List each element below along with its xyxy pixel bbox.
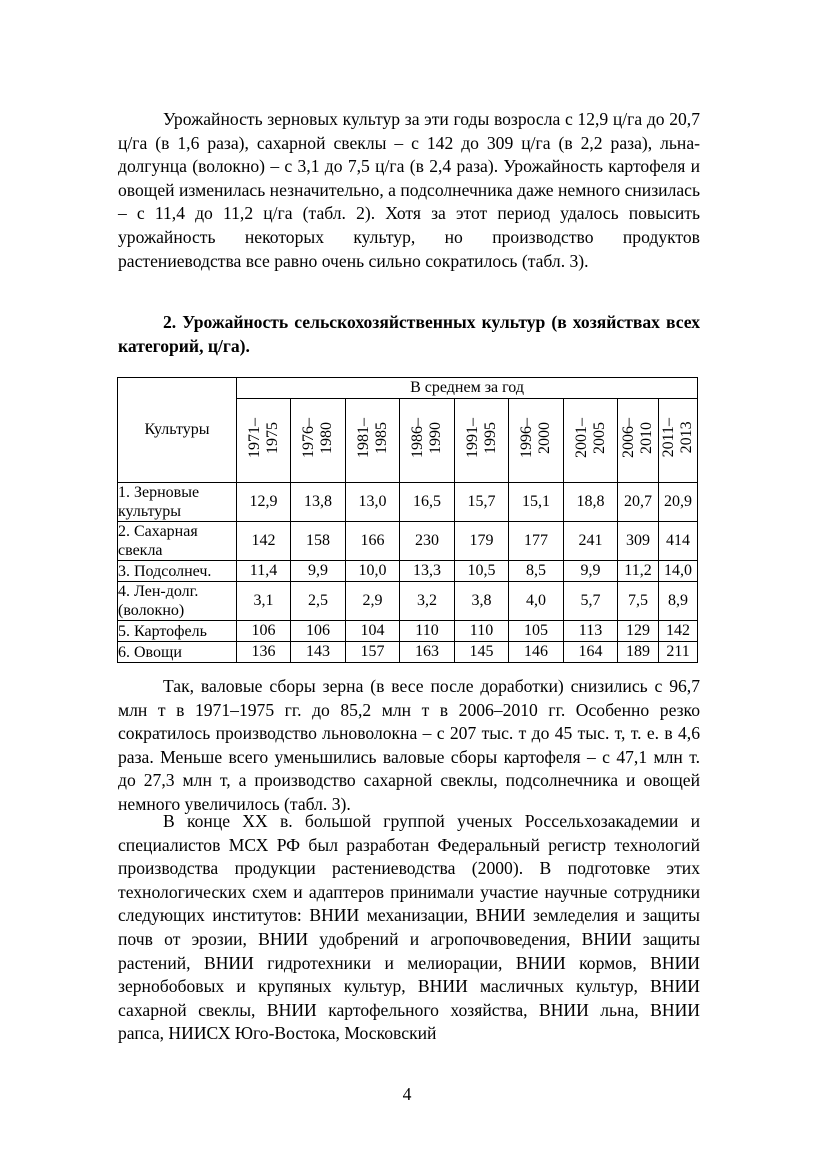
period-header (659, 399, 698, 483)
yield-value-cell: 2,5 (291, 582, 346, 621)
period-label: 1976– 1980 (300, 418, 335, 458)
yield-value-cell: 166 (346, 522, 400, 561)
period-label: 1996– 2000 (518, 418, 553, 458)
yield-value-cell: 230 (400, 522, 455, 561)
yield-value-cell: 10,0 (346, 561, 400, 582)
crop-name-cell: 4. Лен-долг. (волокно) (118, 582, 237, 621)
period-label: 1986– 1990 (409, 418, 444, 458)
yield-value-cell: 13,8 (291, 483, 346, 522)
yield-value-cell: 8,9 (659, 582, 698, 621)
yield-value-cell: 164 (564, 642, 618, 663)
period-header (618, 399, 659, 483)
yield-value-cell: 3,2 (400, 582, 455, 621)
yield-table (117, 377, 698, 663)
crop-name-cell: 5. Картофель (118, 621, 237, 642)
yield-value-cell: 7,5 (618, 582, 659, 621)
yield-value-cell: 11,2 (618, 561, 659, 582)
period-label: 2001– 2005 (572, 418, 608, 458)
period-header (346, 399, 400, 483)
yield-value-cell: 2,9 (346, 582, 400, 621)
average-per-year-header: В среднем за год (237, 378, 698, 399)
yield-value-cell: 106 (237, 621, 291, 642)
period-label: 2011– 2013 (660, 418, 696, 458)
yield-value-cell: 15,7 (455, 483, 509, 522)
yield-value-cell: 113 (564, 621, 618, 642)
period-header (564, 399, 618, 483)
yield-value-cell: 18,8 (564, 483, 618, 522)
yield-value-cell: 414 (659, 522, 698, 561)
period-label: 1981– 1985 (354, 418, 390, 458)
yield-value-cell: 3,1 (237, 582, 291, 621)
table-row (118, 522, 698, 561)
crop-name-cell: 3. Подсолнеч. (118, 561, 237, 582)
table-row (118, 582, 698, 621)
period-header (455, 399, 509, 483)
table-row (118, 483, 698, 522)
paragraph-yield-growth: Урожайность зерновых культур за эти годы возросла с 12,9 ц/га до 20,7 ц/га (в 1,6 раза), сахарной свеклы – с 142 до 309 ц/га (в 2,2 раза), льна-долгунца (волокно) – с 3,1 до 7,5 ц/га (в 2,4 раза). Урожайность картофеля и овощей изменилась незначительно, а подсолнечника даже немного снизилась – с 11,4 до 11,2 ц/га (табл. 2). Хотя за этот период удалось повысить урожайность некоторых культур, но производство продуктов растениеводства все равно очень сильно сократилось (табл. 3). (118, 109, 700, 271)
crop-column-header: Культуры (118, 378, 237, 483)
yield-value-cell: 16,5 (400, 483, 455, 522)
yield-value-cell: 9,9 (291, 561, 346, 582)
period-label: 2006– 2010 (620, 418, 655, 458)
paragraph-technology-register: В конце XX в. большой группой ученых Россельхозакадемии и специалистов МСХ РФ был разработан Федеральный регистр технологий производства продукции растениеводства (2000). В подготовке этих технологических схем и адаптеров принимали участие научные сотрудники следующих институтов: ВНИИ механизации, ВНИИ земледелия и защиты почв от эрозии, ВНИИ удобрений и агропочвоведения, ВНИИ защиты растений, ВНИИ гидротехники и мелиорации, ВНИИ кормов, ВНИИ зернобобовых и крупяных культур, ВНИИ масличных культур, ВНИИ сахарной свеклы, ВНИИ картофельного хозяйства, ВНИИ льна, ВНИИ рапса, НИИСХ Юго-Востока, Московский (118, 811, 700, 1044)
period-header (400, 399, 455, 483)
yield-value-cell: 13,0 (346, 483, 400, 522)
yield-value-cell: 110 (400, 621, 455, 642)
yield-value-cell: 14,0 (659, 561, 698, 582)
yield-value-cell: 5,7 (564, 582, 618, 621)
yield-value-cell: 110 (455, 621, 509, 642)
yield-value-cell: 142 (659, 621, 698, 642)
page-number: 4 (402, 1084, 412, 1104)
yield-value-cell: 20,7 (618, 483, 659, 522)
yield-value-cell: 157 (346, 642, 400, 663)
yield-value-cell: 12,9 (237, 483, 291, 522)
table-body (118, 483, 698, 663)
yield-value-cell: 11,4 (237, 561, 291, 582)
period-label: 1971– 1975 (245, 418, 281, 458)
yield-value-cell: 309 (618, 522, 659, 561)
yield-value-cell: 10,5 (455, 561, 509, 582)
yield-value-cell: 163 (400, 642, 455, 663)
yield-value-cell: 105 (509, 621, 564, 642)
yield-value-cell: 4,0 (509, 582, 564, 621)
table-row (118, 621, 698, 642)
crop-name-cell: 6. Овощи (118, 642, 237, 663)
period-header (509, 399, 564, 483)
yield-value-cell: 142 (237, 522, 291, 561)
yield-value-cell: 143 (291, 642, 346, 663)
yield-value-cell: 211 (659, 642, 698, 663)
yield-value-cell: 104 (346, 621, 400, 642)
yield-value-cell: 15,1 (509, 483, 564, 522)
crop-name-cell: 2. Сахарная свекла (118, 522, 237, 561)
table-row (118, 561, 698, 582)
yield-value-cell: 136 (237, 642, 291, 663)
yield-value-cell: 189 (618, 642, 659, 663)
yield-value-cell: 3,8 (455, 582, 509, 621)
table-caption: 2. Урожайность сельскохозяйственных культур (в хозяйствах всех категорий, ц/га). (118, 312, 700, 356)
paragraph-gross-harvest: Так, валовые сборы зерна (в весе после доработки) снизились с 96,7 млн т в 1971–1975 гг. до 85,2 млн т в 2006–2010 гг. Особенно резко сократилось производство льноволокна – с 207 тыс. т до 45 тыс. т, т. е. в 4,6 раза. Меньше всего уменьшились валовые сборы картофеля – с 47,1 млн т. до 27,3 млн т, а производство сахарной свеклы, подсолнечника и овощей немного увеличилось (табл. 3). (118, 676, 700, 814)
period-header (237, 399, 291, 483)
yield-value-cell: 129 (618, 621, 659, 642)
period-header (291, 399, 346, 483)
yield-value-cell: 13,3 (400, 561, 455, 582)
period-label: 1991– 1995 (463, 418, 499, 458)
yield-value-cell: 106 (291, 621, 346, 642)
yield-value-cell: 177 (509, 522, 564, 561)
table-row (118, 642, 698, 663)
yield-value-cell: 145 (455, 642, 509, 663)
yield-value-cell: 8,5 (509, 561, 564, 582)
crop-name-cell: 1. Зерновые культуры (118, 483, 237, 522)
yield-value-cell: 20,9 (659, 483, 698, 522)
yield-value-cell: 158 (291, 522, 346, 561)
yield-value-cell: 9,9 (564, 561, 618, 582)
yield-value-cell: 241 (564, 522, 618, 561)
yield-value-cell: 146 (509, 642, 564, 663)
yield-value-cell: 179 (455, 522, 509, 561)
